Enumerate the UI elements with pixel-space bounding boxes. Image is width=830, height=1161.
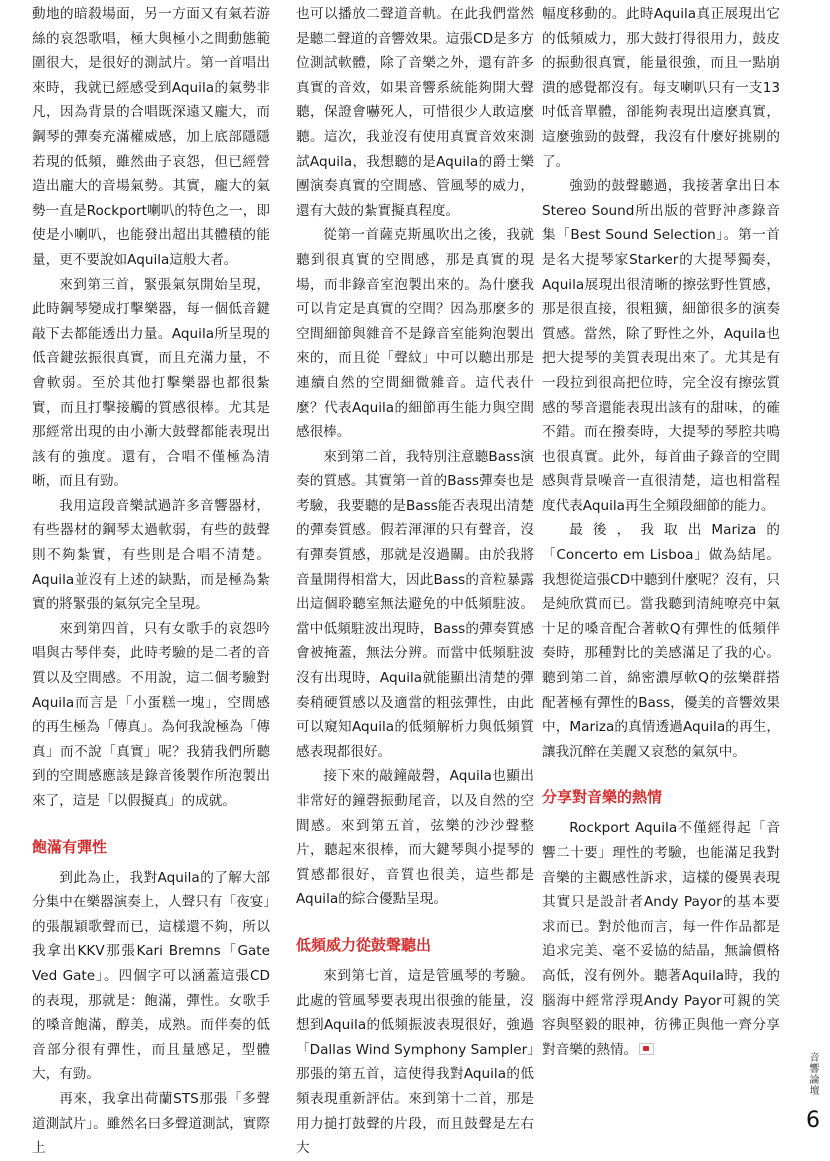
page-number: 6 — [806, 1108, 820, 1133]
paragraph: 幅度移動的。此時Aquila真正展現出它的低頻威力，那大鼓打得很用力，鼓皮的振動很真實，能量很強，而且一點崩潰的感覺都沒有。每支喇叭只有一支13吋低音單體，卻能夠表現出這麼真實，這麼強勁的鼓聲，我沒有什麼好挑剔的了。 — [542, 6, 780, 170]
paragraph: 來到第七首，這是管風琴的考驗。此處的管風琴要表現出很強的能量，沒想到Aquila的低頻振波表現很好，強過「Dallas Wind Symphony Sampler」那張的第五首，這使得我對Aquila的低頻表現重新評估。來到第十二首，那是用力搥打鼓聲的片段，而且鼓聲是左右大 — [296, 967, 534, 1157]
paragraph: 也可以播放二聲道音軌。在此我們當然是聽二聲道的音響效果。這張CD是多方位測試軟體，除了音樂之外，還有許多真實的音效，如果音響系統能夠開大聲聽，保證會嚇死人，可惜很少人敢這麼聽。這次，我並沒有使用真實音效來測試Aquila，我想聽的是Aquila的爵士樂團演奏真實的空間感、管風琴的威力，還有大鼓的紮實擬真程度。 — [296, 6, 534, 219]
paragraph: 來到第三首，緊張氣氛開始呈現，此時鋼琴變成打擊樂器，每一個低音鍵敲下去都能透出力量。Aquila所呈現的低音鍵弦振很真實，而且充滿力量，不會軟弱。至於其他打擊樂器也都很紮實，而且打擊接觸的質感很棒。尤其是那經常出現的由小漸大鼓聲都能表現出該有的強度。還有，合唱不僅極為清晰，而且有勁。 — [32, 276, 270, 490]
paragraph: 來到第四首，只有女歌手的哀怨吟唱與古琴伴奏，此時考驗的是二者的音質以及空間感。不用說，這二個考驗對Aquila而言是「小蛋糕一塊」，空間感的再生極為「傳真」。為何我說極為「傳真」而不說「真實」呢？我猜我們所聽到的空間感應該是錄音後製作所泡製出來了，這是「以假擬真」的成就。 — [32, 620, 270, 809]
section-heading: 分享對音樂的熱情 — [542, 788, 663, 807]
paragraph: 來到第二首，我特別注意聽Bass演奏的質感。其實第一首的Bass彈奏也是考驗，我要聽的是Bass能否表現出清楚的彈奏質感。假若渾渾的只有聲音，沒有彈奏質感，那就是沒過關。由於我將音量開得相當大，因此Bass的音粒暴露出這個聆聽室無法避免的中低頻駐波。當中低頻駐波出現時，Bass的彈奏質感會被掩蓋，無法分辨。而當中低頻駐波沒有出現時，Aquila就能顯出清楚的彈奏稍硬質感以及適當的粗弦彈性，由此可以窺知Aquila的低頻解析力與低頻質感表現都很好。 — [296, 448, 534, 760]
paragraph: Rockport Aquila不僅經得起「音響二十要」理性的考驗，也能滿足我對音樂的主觀感性訴求，這樣的優異表現其實只是設計者Andy Payor的基本要求而已。對於他而言，每一件作品都是追求完美、毫不妥協的結晶，無論價格高低，沒有例外。聽著Aquila時，我的腦海中經常浮現Andy Payor可親的笑容與堅毅的眼神，彷彿正與他一齊分享對音樂的熱情。 — [542, 820, 780, 1058]
paragraph: 動地的暗殺場面，另一方面又有氣若游絲的哀怨歌唱，極大與極小之間動態範圍很大，是很好的測試片。第一首唱出來時，我就已經感受到Aquila的氣勢非凡，因為背景的合唱既深遠又龐大，而鋼琴的彈奏充滿權威感，加上底部隱隱若現的低頻，雖然曲子哀怨，但已經營造出龐大的音場氣勢。其實，龐大的氣勢一直是Rockport喇叭的特色之一，即使是小喇叭，也能發出超出其體積的能量，更不要說如Aquila這般大者。 — [32, 6, 270, 268]
section-heading: 低頻威力從鼓聲聽出 — [296, 935, 432, 954]
column-1 — [32, 2, 270, 1161]
paragraph: 最後，我取出Mariza的「Concerto em Lisboa」做為結尾。我想從這張CD中聽到什麼呢？沒有，只是純欣賞而已。當我聽到清純嘹亮中氣十足的嗓音配合著軟Q有彈性的低頻伴奏時，那種對比的美感滿足了我的心。聽到第二首，綿密濃厚軟Q的弦樂群搭配著極有彈性的Bass，優美的音響效果中，Mariza的真情透過Aquila的再生，讓我沉醉在美麗又哀愁的氣氛中。 — [542, 522, 780, 760]
column-3 — [542, 2, 780, 1062]
paragraph: 我用這段音樂試過許多音響器材，有些器材的鋼琴太過軟弱，有些的鼓聲則不夠紮實，有些則是合唱不清楚。Aquila並沒有上述的缺點，而是極為紮實的將緊張的氣氛完全呈現。 — [32, 497, 270, 613]
paragraph: 到此為止，我對Aquila的了解大部分集中在樂器演奏上，人聲只有「夜宴」的張靚穎歌聲而已，這樣還不夠，所以我拿出KKV那張Kari Bremns「Gate Ved Gate」。四個字可以涵蓋這張CD的表現，那就是：飽滿，彈性。女歌手的嗓音飽滿，醇美，成熟。而伴奏的低音部分很有彈性，而且量感足，型體大，有勁。 — [32, 869, 270, 1083]
column-2 — [296, 2, 534, 1161]
paragraph: 接下來的敲鐘敲磬，Aquila也顯出非常好的鐘磬振動尾音，以及自然的空間感。來到第五首，弦樂的沙沙聲整片，聽起來很棒，而大鍵琴與小提琴的質感都很好，音質也很美，這些都是Aquila的綜合優點呈現。 — [296, 768, 534, 908]
magazine-name: 音響論壇 — [809, 1053, 820, 1097]
paragraph: 從第一首薩克斯風吹出之後，我就聽到很真實的空間感，那是真實的現場，而非錄音室泡製出來的。為什麼我可以肯定是真實的空間？因為那麼多的空間細節與雜音不是錄音室能夠泡製出來的，而且從「聲紋」中可以聽出那是連續自然的空間細微雜音。這代表什麼？代表Aquila的細節再生能力與空間感很棒。 — [296, 227, 534, 441]
paragraph: 再來，我拿出荷蘭STS那張「多聲道測試片」。雖然名曰多聲道測試，實際上 — [32, 1090, 270, 1157]
section-heading: 飽滿有彈性 — [32, 837, 108, 856]
paragraph: 強勁的鼓聲聽過，我接著拿出日本Stereo Sound所出版的菅野沖彥錄音集「Best Sound Selection」。第一首是名大提琴家Starker的大提琴獨奏，Aquila展現出很清晰的擦弦野性質感，那是很直接，很粗獷，細節很多的演奏質感。當然，除了野性之外，Aquila也把大提琴的美質表現出來了。尤其是有一段拉到很高把位時，完全沒有擦弦質感的琴音還能表現出該有的甜味，的確不錯。而在撥奏時，大提琴的琴腔共鳴也很真實。此外，每首曲子錄音的空間感與背景噪音一直很清楚，這也相當程度代表Aquila再生全頻段細節的能力。 — [542, 178, 780, 514]
end-mark-icon — [639, 1043, 654, 1055]
